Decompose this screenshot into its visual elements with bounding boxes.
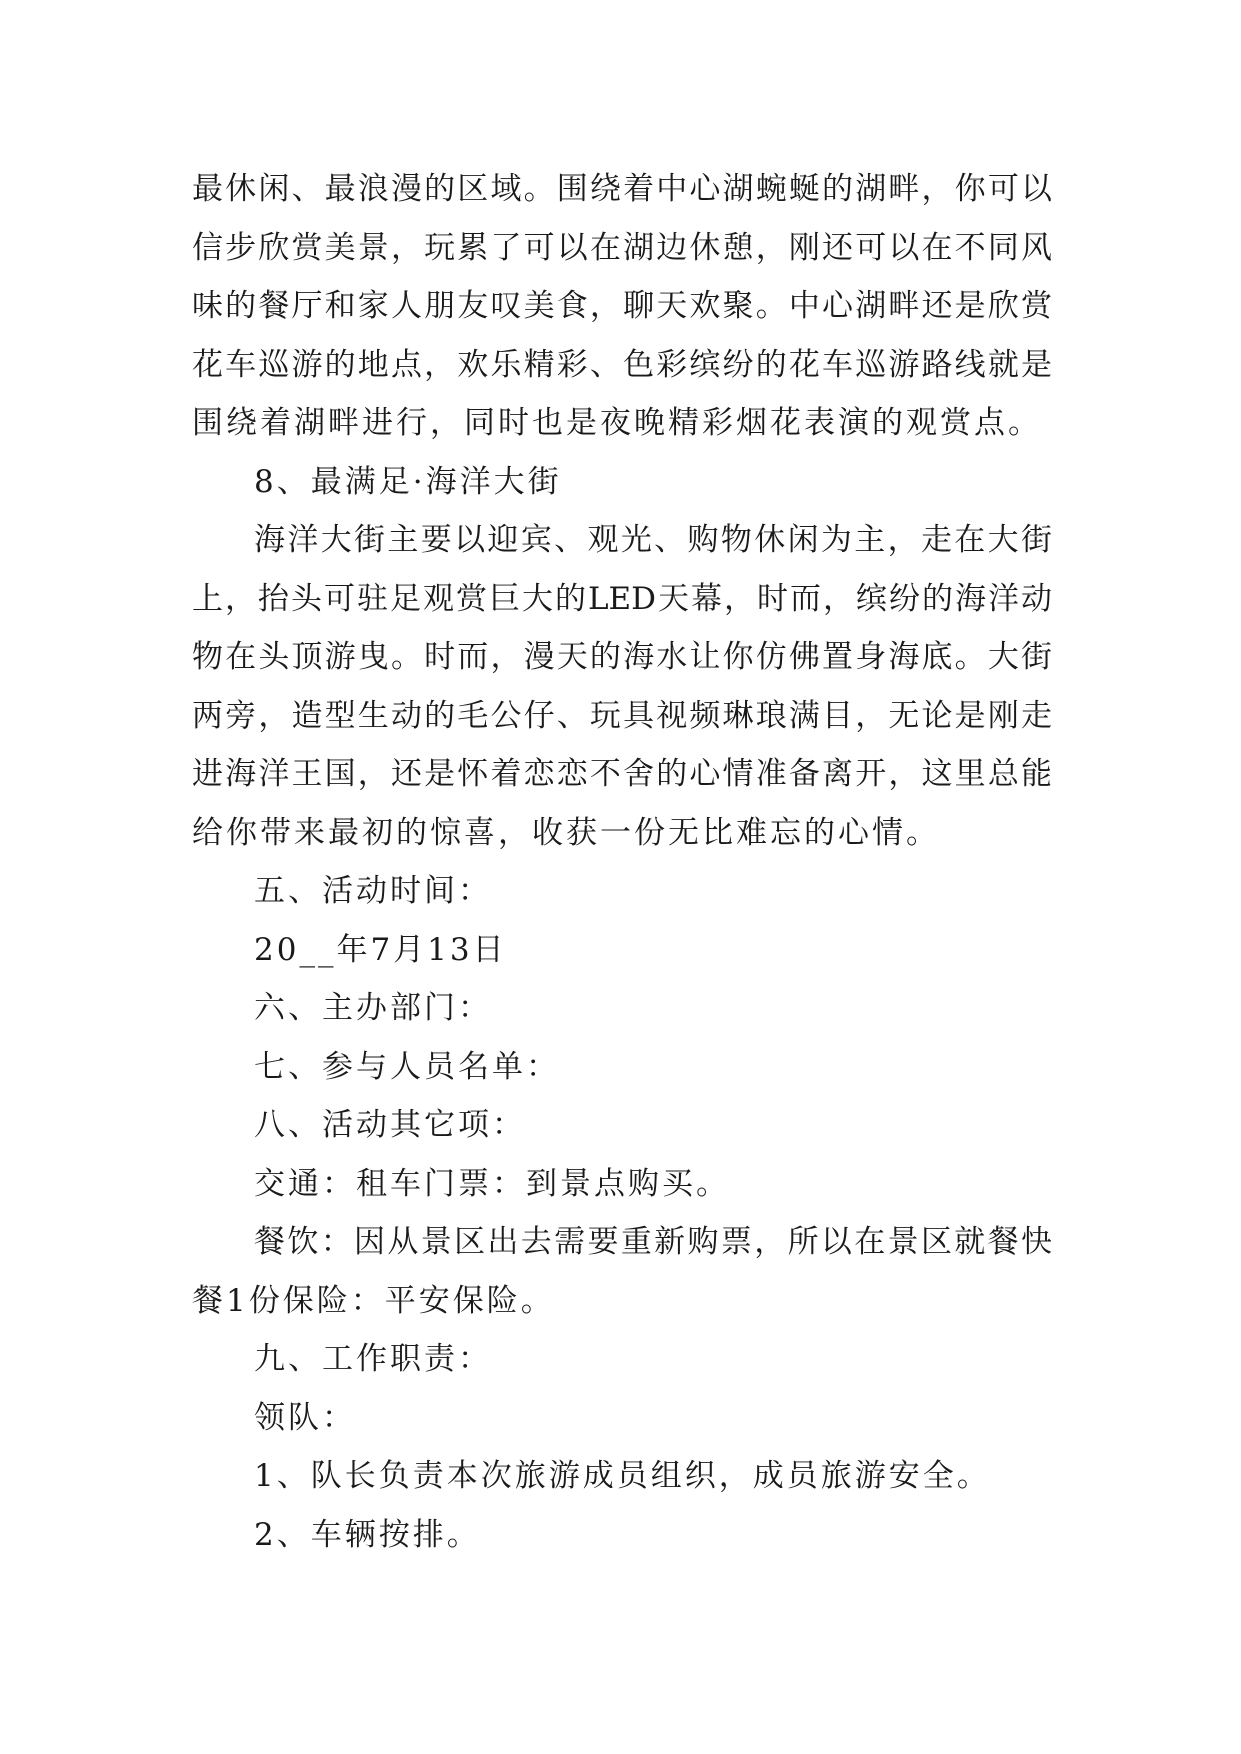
paragraph-line: 餐1份保险：平安保险。 [192,1282,555,1319]
section-heading: 九、工作职责： [254,1341,492,1377]
section-heading: 8、最满足·海洋大街 [254,463,562,500]
paragraph-line: 信步欣赏美景，玩累了可以在湖边休憩，刚还可以在不同风 [192,229,1052,266]
list-item: 2、车辆按排。 [254,1516,481,1553]
paragraph-line: 上，抬头可驻足观赏巨大的LED天幕，时而，缤纷的海洋动 [192,580,1052,617]
section-heading: 六、主办部门： [254,990,492,1026]
paragraph-line: 味的餐厅和家人朋友叹美食，聊天欢聚。中心湖畔还是欣赏 [192,288,1052,324]
section-heading: 八、活动其它项： [254,1107,526,1143]
paragraph-line: 给你带来最初的惊喜，收获一份无比难忘的心情。 [192,814,940,851]
list-item: 1、队长负责本次旅游成员组织，成员旅游安全。 [254,1458,991,1494]
document-body [192,160,1052,1564]
date-line: 20__年7月13日 [254,931,507,968]
paragraph-line: 物在头顶游曳。时而，漫天的海水让你仿佛置身海底。大街 [192,639,1052,675]
section-heading: 七、参与人员名单： [254,1048,560,1085]
paragraph-line: 两旁，造型生动的毛公仔、玩具视频琳琅满目，无论是刚走 [192,697,1052,734]
paragraph-line: 领队： [254,1399,356,1436]
paragraph-line: 海洋大街主要以迎宾、观光、购物休闲为主，走在大街 [254,522,1052,558]
paragraph-line: 最休闲、最浪漫的区域。围绕着中心湖蜿蜒的湖畔，你可以 [192,171,1052,207]
paragraph-line: 围绕着湖畔进行，同时也是夜晚精彩烟花表演的观赏点。 [192,405,1042,441]
paragraph-line: 交通：租车门票：到景点购买。 [254,1165,730,1202]
paragraph-line: 进海洋王国，还是怀着恋恋不舍的心情准备离开，这里总能 [192,756,1052,792]
section-heading: 五、活动时间： [254,873,492,909]
paragraph-line: 花车巡游的地点，欢乐精彩、色彩缤纷的花车巡游路线就是 [192,346,1052,383]
paragraph-line: 餐饮：因从景区出去需要重新购票，所以在景区就餐快 [254,1224,1052,1260]
